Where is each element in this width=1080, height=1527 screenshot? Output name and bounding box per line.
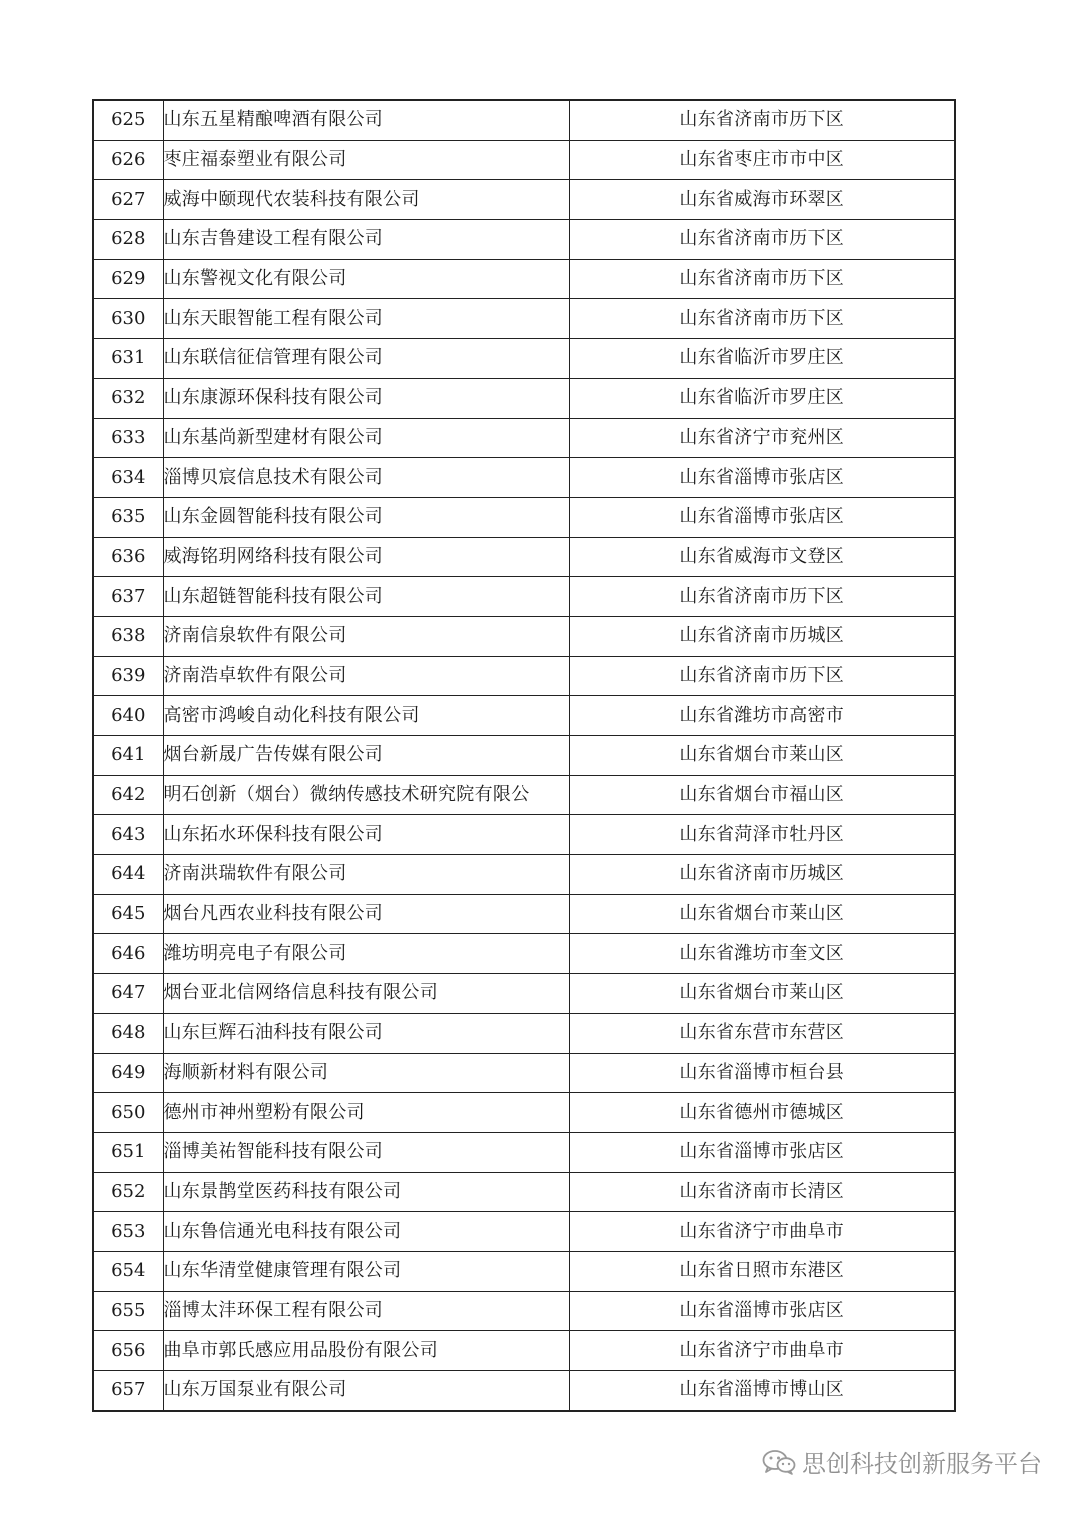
row-number: 629	[93, 259, 163, 299]
row-number: 634	[93, 458, 163, 498]
table-row	[93, 696, 955, 736]
table-row	[93, 934, 955, 974]
company-name: 山东超链智能科技有限公司	[163, 577, 569, 617]
company-name: 山东五星精酿啤酒有限公司	[163, 100, 569, 140]
table-row	[93, 1132, 955, 1172]
table-row	[93, 537, 955, 577]
table-row	[93, 775, 955, 815]
table-row	[93, 815, 955, 855]
company-location: 山东省济宁市曲阜市	[569, 1331, 955, 1371]
company-location: 山东省东营市东营区	[569, 1013, 955, 1053]
company-name: 山东联信征信管理有限公司	[163, 339, 569, 379]
row-number: 647	[93, 974, 163, 1014]
company-name: 济南浩卓软件有限公司	[163, 656, 569, 696]
company-location: 山东省德州市德城区	[569, 1093, 955, 1133]
company-name: 山东景鹊堂医药科技有限公司	[163, 1172, 569, 1212]
company-name: 淄博美祐智能科技有限公司	[163, 1132, 569, 1172]
company-name: 海顺新材料有限公司	[163, 1053, 569, 1093]
row-number: 645	[93, 894, 163, 934]
company-location: 山东省烟台市莱山区	[569, 894, 955, 934]
company-name: 山东吉鲁建设工程有限公司	[163, 220, 569, 260]
company-name: 山东基尚新型建材有限公司	[163, 418, 569, 458]
table-row	[93, 577, 955, 617]
row-number: 656	[93, 1331, 163, 1371]
company-name: 山东万国泵业有限公司	[163, 1371, 569, 1411]
table-row	[93, 299, 955, 339]
company-location: 山东省烟台市莱山区	[569, 736, 955, 776]
company-name: 济南洪瑞软件有限公司	[163, 855, 569, 895]
row-number: 648	[93, 1013, 163, 1053]
table-row	[93, 894, 955, 934]
company-name: 济南信泉软件有限公司	[163, 616, 569, 656]
company-name: 山东金圆智能科技有限公司	[163, 497, 569, 537]
company-location: 山东省淄博市博山区	[569, 1371, 955, 1411]
table-row	[93, 1172, 955, 1212]
company-name: 山东巨辉石油科技有限公司	[163, 1013, 569, 1053]
row-number: 633	[93, 418, 163, 458]
table-row	[93, 180, 955, 220]
table-row	[93, 1053, 955, 1093]
table-row	[93, 974, 955, 1014]
row-number: 644	[93, 855, 163, 895]
company-name: 烟台凡西农业科技有限公司	[163, 894, 569, 934]
row-number: 655	[93, 1291, 163, 1331]
row-number: 646	[93, 934, 163, 974]
company-name: 潍坊明亮电子有限公司	[163, 934, 569, 974]
row-number: 630	[93, 299, 163, 339]
row-number: 643	[93, 815, 163, 855]
row-number: 628	[93, 220, 163, 260]
company-location: 山东省威海市环翠区	[569, 180, 955, 220]
company-name: 山东天眼智能工程有限公司	[163, 299, 569, 339]
table-row	[93, 458, 955, 498]
company-location: 山东省淄博市张店区	[569, 1291, 955, 1331]
watermark-text: 思创科技创新服务平台	[802, 1450, 1042, 1478]
company-table	[92, 99, 956, 1412]
watermark	[762, 1444, 1042, 1479]
row-number: 640	[93, 696, 163, 736]
company-name: 威海铭玥网络科技有限公司	[163, 537, 569, 577]
company-location: 山东省临沂市罗庄区	[569, 339, 955, 379]
company-name: 山东拓水环保科技有限公司	[163, 815, 569, 855]
table-row	[93, 339, 955, 379]
table-row	[93, 418, 955, 458]
company-location: 山东省烟台市福山区	[569, 775, 955, 815]
company-name: 山东康源环保科技有限公司	[163, 378, 569, 418]
company-location: 山东省济南市历下区	[569, 220, 955, 260]
row-number: 649	[93, 1053, 163, 1093]
table-row	[93, 656, 955, 696]
company-name: 淄博贝宸信息技术有限公司	[163, 458, 569, 498]
table-row	[93, 855, 955, 895]
company-location: 山东省枣庄市市中区	[569, 140, 955, 180]
company-location: 山东省临沂市罗庄区	[569, 378, 955, 418]
row-number: 632	[93, 378, 163, 418]
table-row	[93, 1371, 955, 1411]
company-name: 山东华清堂健康管理有限公司	[163, 1251, 569, 1291]
row-number: 654	[93, 1251, 163, 1291]
row-number: 638	[93, 616, 163, 656]
row-number: 657	[93, 1371, 163, 1411]
company-name: 山东警视文化有限公司	[163, 259, 569, 299]
company-location: 山东省济南市历下区	[569, 656, 955, 696]
company-location: 山东省潍坊市奎文区	[569, 934, 955, 974]
table-body	[93, 100, 955, 1411]
company-location: 山东省菏泽市牡丹区	[569, 815, 955, 855]
row-number: 641	[93, 736, 163, 776]
company-location: 山东省潍坊市高密市	[569, 696, 955, 736]
row-number: 631	[93, 339, 163, 379]
company-name: 淄博太沣环保工程有限公司	[163, 1291, 569, 1331]
company-location: 山东省淄博市张店区	[569, 458, 955, 498]
company-location: 山东省济南市历下区	[569, 259, 955, 299]
row-number: 652	[93, 1172, 163, 1212]
company-name: 山东鲁信通光电科技有限公司	[163, 1212, 569, 1252]
company-name: 枣庄福泰塑业有限公司	[163, 140, 569, 180]
company-location: 山东省济南市历下区	[569, 577, 955, 617]
row-number: 635	[93, 497, 163, 537]
table-row	[93, 616, 955, 656]
company-location: 山东省淄博市张店区	[569, 497, 955, 537]
table-row	[93, 1331, 955, 1371]
company-location: 山东省淄博市张店区	[569, 1132, 955, 1172]
company-location: 山东省淄博市桓台县	[569, 1053, 955, 1093]
company-location: 山东省济南市历下区	[569, 299, 955, 339]
row-number: 636	[93, 537, 163, 577]
company-location: 山东省威海市文登区	[569, 537, 955, 577]
wechat-icon	[762, 1449, 796, 1475]
company-location: 山东省济南市历下区	[569, 100, 955, 140]
table-row	[93, 736, 955, 776]
table-row	[93, 1093, 955, 1133]
company-name: 明石创新（烟台）微纳传感技术研究院有限公	[163, 775, 569, 815]
table-row	[93, 100, 955, 140]
table-row	[93, 378, 955, 418]
row-number: 637	[93, 577, 163, 617]
row-number: 653	[93, 1212, 163, 1252]
company-location: 山东省济宁市曲阜市	[569, 1212, 955, 1252]
company-location: 山东省济南市长清区	[569, 1172, 955, 1212]
row-number: 650	[93, 1093, 163, 1133]
company-location: 山东省济宁市兖州区	[569, 418, 955, 458]
table-row	[93, 1013, 955, 1053]
company-name: 德州市神州塑粉有限公司	[163, 1093, 569, 1133]
table-row	[93, 1212, 955, 1252]
table-row	[93, 220, 955, 260]
company-location: 山东省济南市历城区	[569, 855, 955, 895]
table-row	[93, 140, 955, 180]
company-location: 山东省烟台市莱山区	[569, 974, 955, 1014]
row-number: 626	[93, 140, 163, 180]
company-name: 高密市鸿峻自动化科技有限公司	[163, 696, 569, 736]
company-name: 威海中颐现代农装科技有限公司	[163, 180, 569, 220]
row-number: 625	[93, 100, 163, 140]
row-number: 639	[93, 656, 163, 696]
company-name: 烟台新晟广告传媒有限公司	[163, 736, 569, 776]
row-number: 642	[93, 775, 163, 815]
company-location: 山东省日照市东港区	[569, 1251, 955, 1291]
table-row	[93, 259, 955, 299]
row-number: 627	[93, 180, 163, 220]
table-row	[93, 1251, 955, 1291]
row-number: 651	[93, 1132, 163, 1172]
company-name: 曲阜市郭氏感应用品股份有限公司	[163, 1331, 569, 1371]
company-location: 山东省济南市历城区	[569, 616, 955, 656]
company-name: 烟台亚北信网络信息科技有限公司	[163, 974, 569, 1014]
table-row	[93, 1291, 955, 1331]
table-row	[93, 497, 955, 537]
